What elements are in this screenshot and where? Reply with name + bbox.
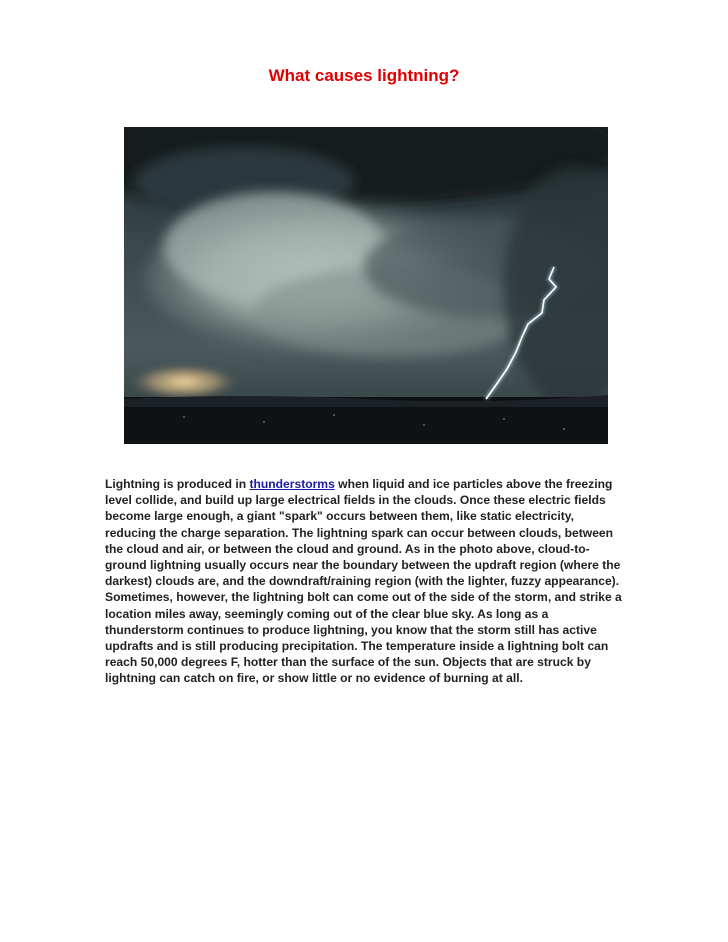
paragraph-text-start: Lightning is produced in xyxy=(105,477,250,491)
paragraph-text-rest: when liquid and ice particles above the freezing level collide, and build up large electrical fields in the clouds. Once these electric fields become large enough, a giant "spark" occurs between them, like static electricity, reducing the charge separation. The lightning spark can occur between clouds, between the cloud and air, or between the cloud and ground. As in the photo above, cloud-to-ground lightning usually occurs near the boundary between the updraft region (where the darkest) clouds are, and the downdraft/raining region (with the lighter, fuzzy appearance). Sometimes, however, the lightning bolt can come out of the side of the storm, and strike a location miles away, seemingly coming out of the clear blue sky. As long as a thunderstorm continues to produce lightning, you know that the storm still has active updrafts and is still producing precipitation. The temperature inside a lightning bolt can reach 50,000 degrees F, hotter than the surface of the sun. Objects that are struck by lightning can catch on fire, or show little or no evidence of burning at all. xyxy=(105,477,622,686)
page-title: What causes lightning? xyxy=(268,66,460,85)
thunderstorms-link[interactable]: thunderstorms xyxy=(249,477,335,491)
storm-lightning-photo xyxy=(124,127,608,444)
body-paragraph xyxy=(105,476,625,687)
